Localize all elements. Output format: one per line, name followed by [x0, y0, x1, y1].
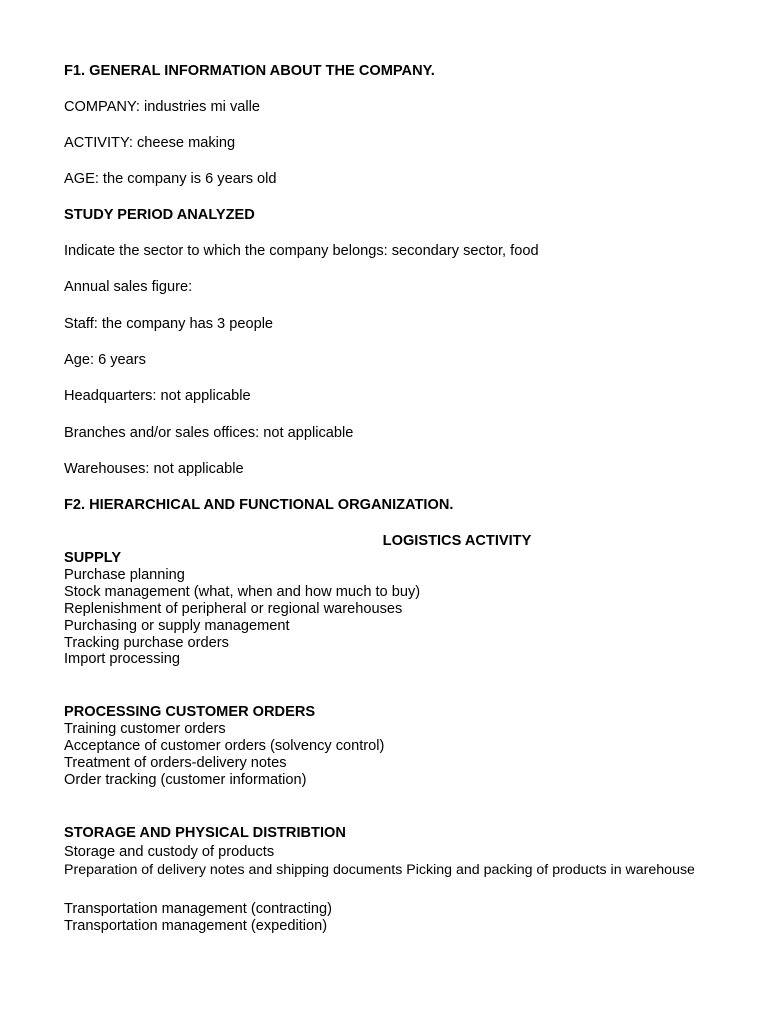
age-line: AGE: the company is 6 years old: [64, 171, 277, 187]
activity-line: ACTIVITY: cheese making: [64, 135, 236, 151]
f1-heading: F1. GENERAL INFORMATION ABOUT THE COMPANY.: [64, 63, 435, 79]
orders-item: Training customer orders: [64, 721, 226, 737]
storage-item: Storage and custody of products: [64, 844, 275, 860]
orders-item: Order tracking (customer information): [64, 772, 307, 788]
branches-line: Branches and/or sales offices: not applicable: [64, 425, 354, 441]
supply-item: Import processing: [64, 651, 180, 667]
staff-line: Staff: the company has 3 people: [64, 316, 274, 332]
age-years-line: Age: 6 years: [64, 352, 146, 368]
orders-item: Acceptance of customer orders (solvency control): [64, 738, 385, 754]
supply-item: Purchase planning: [64, 567, 185, 583]
supply-item: Stock management (what, when and how much to buy): [64, 584, 421, 600]
logistics-title: LOGISTICS ACTIVITY: [382, 533, 532, 549]
transport-item: Transportation management (expedition): [64, 918, 328, 934]
supply-item: Tracking purchase orders: [64, 635, 229, 651]
company-line: COMPANY: industries mi valle: [64, 99, 260, 115]
warehouses-line: Warehouses: not applicable: [64, 461, 244, 477]
study-heading: STUDY PERIOD ANALYZED: [64, 207, 255, 223]
orders-heading: PROCESSING CUSTOMER ORDERS: [64, 704, 316, 720]
orders-item: Treatment of orders-delivery notes: [64, 755, 287, 771]
sales-line: Annual sales figure:: [64, 279, 193, 295]
supply-item: Replenishment of peripheral or regional warehouses: [64, 601, 403, 617]
supply-item: Purchasing or supply management: [64, 618, 290, 634]
headquarters-line: Headquarters: not applicable: [64, 388, 251, 404]
transport-item: Transportation management (contracting): [64, 901, 332, 917]
f2-heading: F2. HIERARCHICAL AND FUNCTIONAL ORGANIZATION.: [64, 497, 454, 513]
supply-heading: SUPPLY: [64, 550, 122, 566]
storage-item: Preparation of delivery notes and shipping documents Picking and packing of products in warehouse: [64, 862, 695, 878]
storage-heading: STORAGE AND PHYSICAL DISTRIBTION: [64, 825, 346, 841]
sector-line: Indicate the sector to which the company belongs: secondary sector, food: [64, 243, 539, 259]
